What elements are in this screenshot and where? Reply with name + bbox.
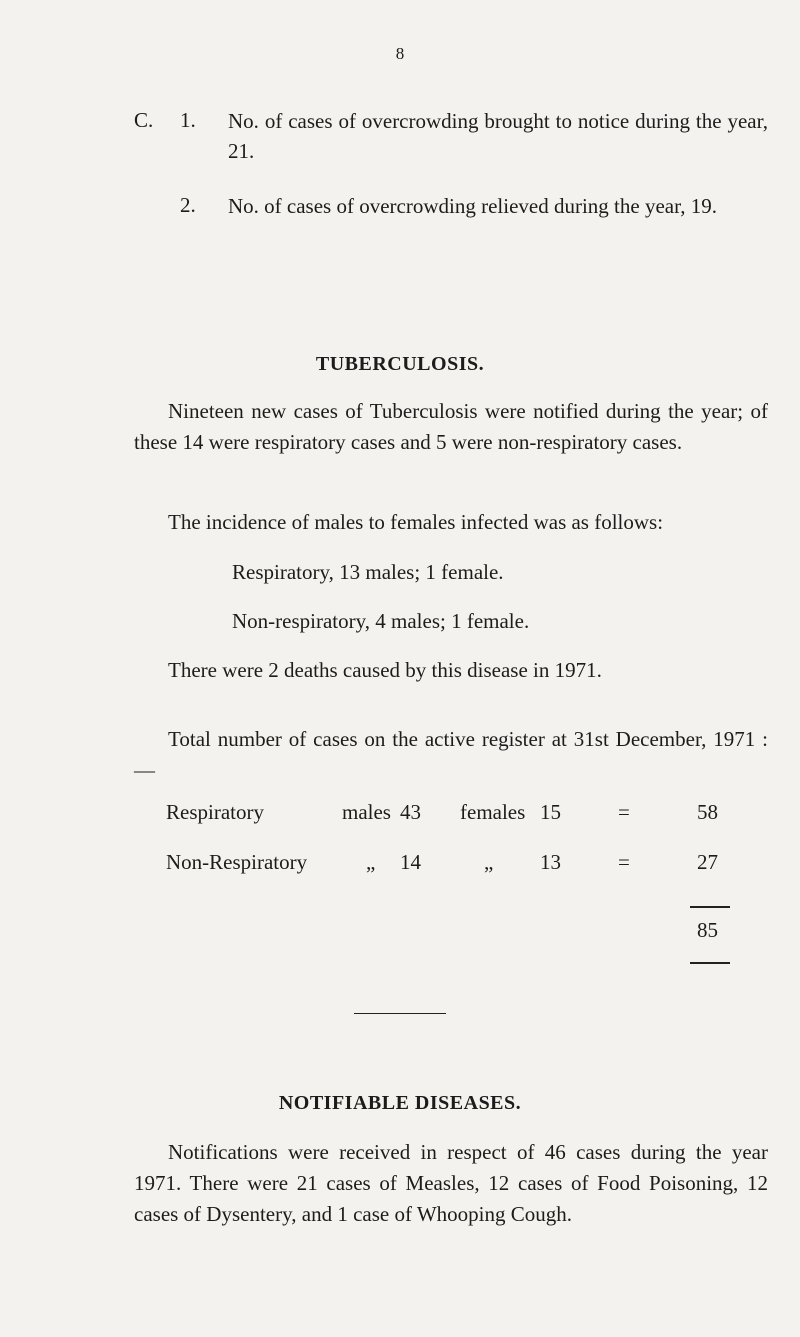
item-text-1: No. of cases of overcrowding brought to notice during the year, 21. [228,109,768,163]
females-value: 15 [540,800,561,824]
notifiable-heading: NOTIFIABLE DISEASES. [278,1092,522,1114]
section-divider [354,1013,446,1014]
row-total: 58 [697,800,718,824]
item-number-1: 1. [180,108,196,132]
grand-total: 85 [697,918,718,942]
item-number-2: 2. [180,193,196,217]
row-name: Respiratory [166,800,264,824]
males-label: males [342,800,391,824]
tuberculosis-paragraph: Nineteen new cases of Tuberculosis were notified during the year; of these 14 were respiratory cases and 5 were non-respiratory cases. [134,399,768,454]
respiratory-incidence: Respiratory, 13 males; 1 female. [232,560,504,584]
row-total: 27 [697,850,718,874]
deaths-line: There were 2 deaths caused by this disease in 1971. [168,658,602,682]
equals-sign: = [618,800,630,824]
total-rule-bottom [690,962,730,964]
females-label: females [460,800,526,824]
males-ditto: „ [366,850,376,874]
females-value: 13 [540,850,561,874]
males-value: 14 [400,850,421,874]
item-text-2: No. of cases of overcrowding relieved during the year, 19. [228,194,717,218]
register-paragraph: Total number of cases on the active register at 31st December, 1971 :— [134,727,768,782]
females-ditto: „ [484,850,494,874]
section-label: C. [134,108,154,132]
page-number: 8 [395,44,405,63]
incidence-paragraph: The incidence of males to females infected was as follows: [168,510,664,534]
total-rule-top [690,906,730,908]
equals-sign: = [618,850,630,874]
row-name: Non-Respiratory [166,850,308,874]
non-respiratory-incidence: Non-respiratory, 4 males; 1 female. [232,609,530,633]
tuberculosis-heading: TUBERCULOSIS. [315,353,485,375]
notifiable-paragraph: Notifications were received in respect of 46 cases during the year 1971. There were 21 cases of Measles, 12 cases of Food Poisoning, 12 cases of Dysentery, and 1 case of Whooping Cough. [134,1140,768,1226]
males-value: 43 [400,800,421,824]
